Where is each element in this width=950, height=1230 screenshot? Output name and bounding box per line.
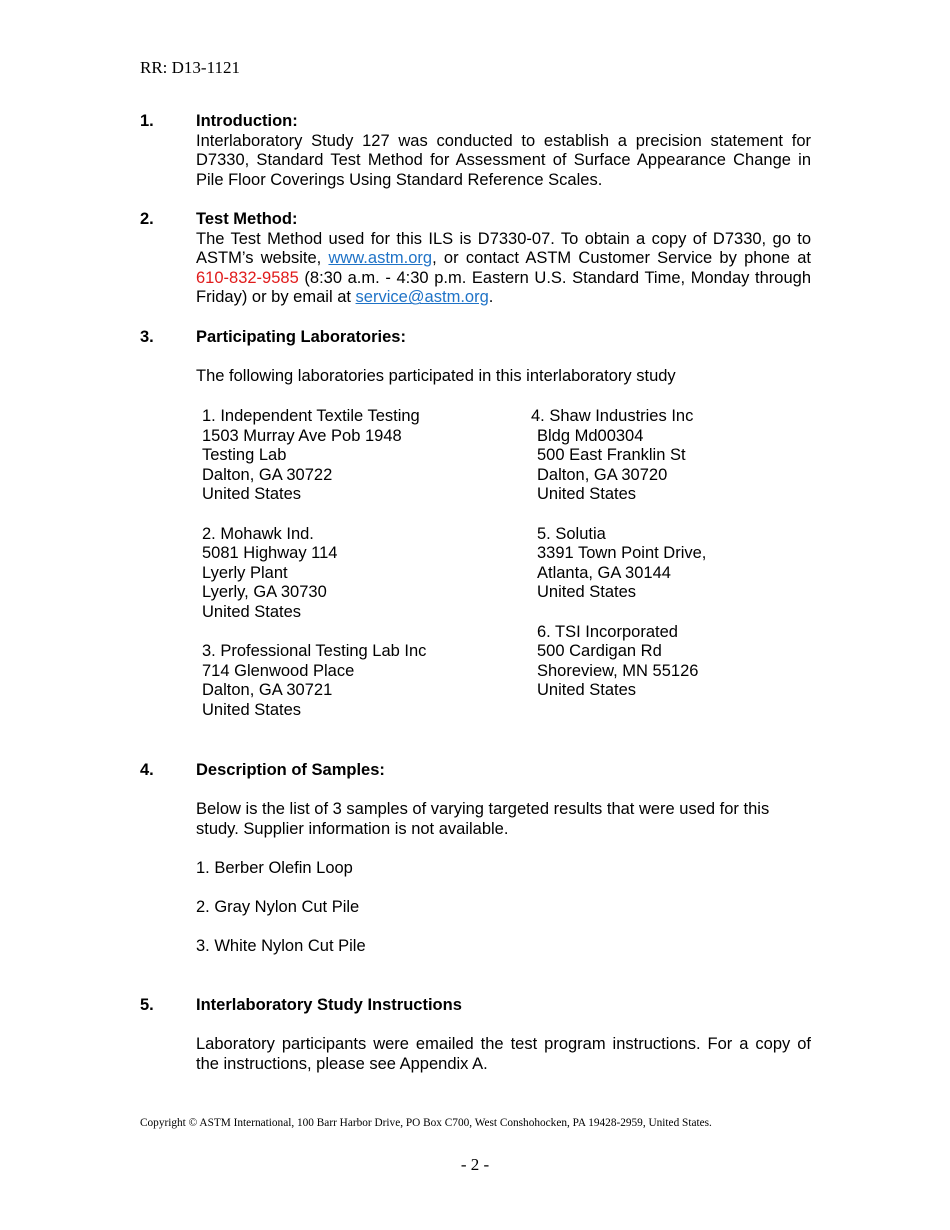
copyright-footer: Copyright © ASTM International, 100 Barr Harbor Drive, PO Box C700, West Conshohocken, PA 19428-2959, United States. [140, 1117, 712, 1129]
labs-right-column [531, 407, 706, 721]
phone-number: 610-832-9585 [196, 268, 299, 287]
section-text: Interlaboratory Study 127 was conducted to establish a precision statement for D7330, Standard Test Method for Assessment of Surface Appearance Change in Pile Floor Coverings Using Standard Reference Scales. [196, 131, 811, 189]
astm-website-link[interactable]: www.astm.org [328, 249, 433, 268]
section-title: Introduction: [196, 112, 298, 130]
lab-entry: 6. TSI Incorporated 500 Cardigan Rd Shoreview, MN 55126 United States [537, 622, 699, 700]
section-title: Test Method: [196, 210, 298, 228]
section-title: Participating Laboratories: [196, 328, 406, 346]
labs-left-column [202, 407, 426, 740]
section-participating-laboratories [140, 328, 811, 387]
section-test-method [140, 210, 811, 308]
sample-item: 2. Gray Nylon Cut Pile [196, 898, 360, 917]
section-number: 3. [140, 328, 154, 346]
section-intro: Below is the list of 3 samples of varying targeted results that were used for this study. Supplier information is not available. [196, 800, 770, 838]
document-id: RR: D13-1121 [140, 58, 240, 77]
section-text: Laboratory participants were emailed the test program instructions. For a copy of the instructions, please see Appendix A. [196, 1035, 811, 1073]
lab-entry: 3. Professional Testing Lab Inc 714 Glenwood Place Dalton, GA 30721 United States [202, 642, 427, 719]
lab-entry: 5. Solutia 3391 Town Point Drive, Atlanta, GA 30144 United States [537, 524, 707, 602]
section-introduction [140, 112, 811, 190]
lab-entry: 1. Independent Textile Testing 1503 Murray Ave Pob 1948 Testing Lab Dalton, GA 30722 United States [202, 407, 420, 504]
section-number: 4. [140, 761, 154, 779]
page-number: - 2 - [460, 1155, 490, 1174]
section-number: 2. [140, 210, 154, 228]
sample-item: 3. White Nylon Cut Pile [196, 937, 366, 956]
lab-entry: 2. Mohawk Ind. 5081 Highway 114 Lyerly Plant Lyerly, GA 30730 United States [202, 524, 338, 621]
section-title: Interlaboratory Study Instructions [196, 996, 462, 1014]
section-text: The Test Method used for this ILS is D7330-07. To obtain a copy of D7330, go to ASTM’s website, www.astm.org, or contact ASTM Customer Service by phone at 610-832-9585 (8:30 a.m. - 4:30 p.m. Eastern U.S. Standard Time, Monday through Friday) or by email at service@astm.org. [196, 229, 811, 307]
section-description-of-samples [140, 761, 811, 977]
email-link[interactable]: service@astm.org [355, 288, 489, 307]
lab-entry: 4. Shaw Industries Inc Bldg Md00304 500 East Franklin St Dalton, GA 30720 United States [531, 407, 694, 504]
section-study-instructions [140, 996, 811, 1074]
section-number: 5. [140, 996, 154, 1014]
section-title: Description of Samples: [196, 761, 385, 779]
section-number: 1. [140, 112, 154, 130]
sample-item: 1. Berber Olefin Loop [196, 858, 353, 877]
section-intro: The following laboratories participated in this interlaboratory study [196, 367, 676, 386]
